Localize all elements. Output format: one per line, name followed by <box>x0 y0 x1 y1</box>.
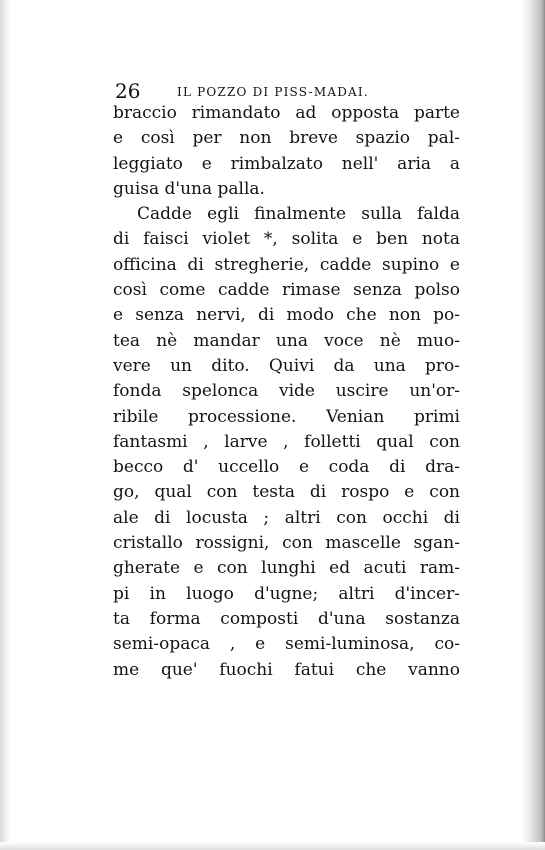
text-line: officina di stregherie, cadde supino e <box>113 254 460 275</box>
text-line: me que' fuochi fatui che vanno <box>113 659 460 680</box>
text-line: go, qual con testa di rospo e con <box>113 482 460 503</box>
running-title: IL POZZO DI PISS-MADAI. <box>177 85 369 99</box>
text-line: ta forma composti d'una sostanza <box>113 608 460 629</box>
text-line: becco d' uccello e coda di dra- <box>113 457 460 478</box>
page-gutter-shadow <box>521 0 545 850</box>
page-number: 26 <box>115 79 141 103</box>
text-line: ribile processione. Venian primi <box>113 406 460 427</box>
text-line: di faisci violet *, solita e ben nota <box>113 229 460 250</box>
paragraph-end-line: guisa d'una palla. <box>113 178 265 199</box>
body-text <box>113 101 460 683</box>
text-line: e senza nervi, di modo che non po- <box>113 305 460 326</box>
page-left-edge <box>0 0 10 850</box>
text-line: così come cadde rimase senza polso <box>113 280 460 301</box>
text-line: vere un dito. Quivi da una pro- <box>113 355 460 376</box>
text-line: gherate e con lunghi ed acuti ram- <box>113 558 460 579</box>
paragraph-start-line: Cadde egli finalmente sulla falda <box>137 204 460 225</box>
text-line: ale di locusta ; altri con occhi di <box>113 507 460 528</box>
text-line: leggiato e rimbalzato nell' aria a <box>113 153 460 174</box>
text-line: e così per non breve spazio pal- <box>113 128 460 149</box>
text-line: cristallo rossigni, con mascelle sgan- <box>113 533 460 554</box>
text-line: braccio rimandato ad opposta parte <box>113 103 460 123</box>
text-line: fonda spelonca vide uscire un'or- <box>113 381 460 402</box>
text-line: fantasmi , larve , folletti qual con <box>113 431 460 452</box>
text-line: tea nè mandar una voce nè muo- <box>113 330 460 351</box>
text-line: semi-opaca , e semi-luminosa, co- <box>113 634 460 655</box>
page-bottom-edge <box>0 842 545 850</box>
text-line: pi in luogo d'ugne; altri d'incer- <box>113 583 460 604</box>
